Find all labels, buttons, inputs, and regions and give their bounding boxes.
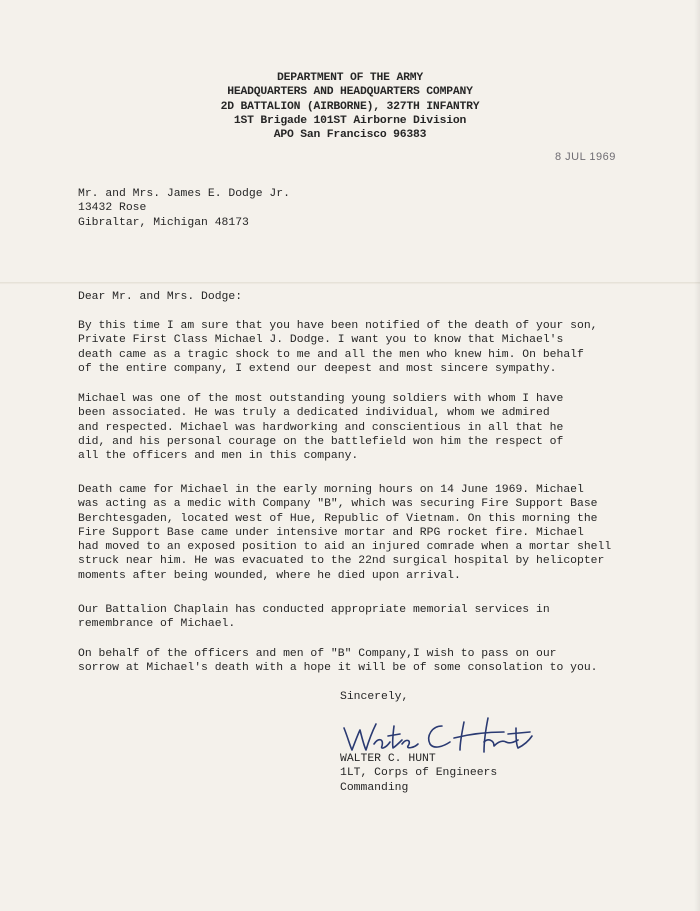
paragraph-2 bbox=[78, 392, 658, 463]
letterhead-line-department: DEPARTMENT OF THE ARMY bbox=[277, 72, 423, 84]
paragraph-line: had moved to an exposed position to aid an injured comrade when a mortar shell bbox=[78, 541, 612, 554]
paragraph-line: all the officers and men in this company. bbox=[78, 450, 359, 463]
paragraph-line: was acting as a medic with Company "B", which was securing Fire Support Base bbox=[78, 498, 598, 511]
paragraph-line: By this time I am sure that you have been notified of the death of your son, bbox=[78, 320, 598, 332]
recipient-city: Gibraltar, Michigan 48173 bbox=[78, 216, 249, 229]
paragraph-line: struck near him. He was evacuated to the 22nd surgical hospital by helicopter bbox=[78, 555, 605, 568]
paragraph-4 bbox=[78, 603, 658, 632]
salutation: Dear Mr. and Mrs. Dodge: bbox=[78, 291, 243, 303]
date-stamp: 8 JUL 1969 bbox=[555, 151, 616, 163]
paragraph-line: did, and his personal courage on the battlefield won him the respect of bbox=[78, 435, 564, 448]
paragraph-line: Fire Support Base came under intensive mortar and RPG rocket fire. Michael bbox=[78, 526, 584, 539]
signer-name: WALTER C. HUNT bbox=[340, 753, 436, 765]
paper-fold-crease bbox=[0, 282, 700, 285]
paragraph-1 bbox=[78, 319, 658, 376]
letterhead-line-brigade: 1ST Brigade 101ST Airborne Division bbox=[233, 114, 467, 127]
signer-rank: 1LT, Corps of Engineers bbox=[340, 767, 498, 780]
recipient-street: 13432 Rose bbox=[78, 202, 147, 215]
paragraph-line: Michael was one of the most outstanding young soldiers with whom I have bbox=[78, 393, 564, 405]
paragraph-line: and respected. Michael was hardworking and conscientious in all that he bbox=[78, 421, 564, 434]
paragraph-line: On behalf of the officers and men of "B" Company,I wish to pass on our bbox=[78, 648, 557, 660]
paragraph-5 bbox=[78, 647, 658, 676]
paragraph-line: Private First Class Michael J. Dodge. I want you to know that Michael's bbox=[78, 334, 564, 347]
paragraph-line: of the entire company, I extend our deepest and most sincere sympathy. bbox=[78, 362, 557, 375]
recipient-address bbox=[78, 187, 290, 230]
closing: Sincerely, bbox=[340, 691, 409, 703]
letterhead-line-battalion: 2D BATTALION (AIRBORNE), 327TH INFANTRY bbox=[220, 100, 480, 113]
signer-role: Commanding bbox=[340, 781, 409, 794]
paragraph-line: Our Battalion Chaplain has conducted appropriate memorial services in bbox=[78, 604, 550, 616]
recipient-name: Mr. and Mrs. James E. Dodge Jr. bbox=[78, 188, 290, 200]
paragraph-line: sorrow at Michael's death with a hope it will be of some consolation to you. bbox=[78, 662, 598, 675]
paragraph-3 bbox=[78, 483, 658, 583]
paragraph-line: remembrance of Michael. bbox=[78, 618, 236, 631]
letterhead-line-company: HEADQUARTERS AND HEADQUARTERS COMPANY bbox=[227, 86, 473, 99]
paragraph-line: Death came for Michael in the early morning hours on 14 June 1969. Michael bbox=[78, 484, 584, 496]
paper-edge-shadow bbox=[694, 0, 700, 911]
paragraph-line: moments after being wounded, where he died upon arrival. bbox=[78, 569, 461, 582]
paragraph-line: death came as a tragic shock to me and all the men who knew him. On behalf bbox=[78, 348, 584, 361]
paragraph-line: been associated. He was truly a dedicated individual, whom we admired bbox=[78, 407, 550, 420]
paragraph-line: Berchtesgaden, located west of Hue, Republic of Vietnam. On this morning the bbox=[78, 512, 598, 525]
letterhead bbox=[150, 71, 550, 142]
letterhead-line-apo: APO San Francisco 96383 bbox=[273, 129, 427, 142]
signer-block bbox=[340, 752, 497, 795]
